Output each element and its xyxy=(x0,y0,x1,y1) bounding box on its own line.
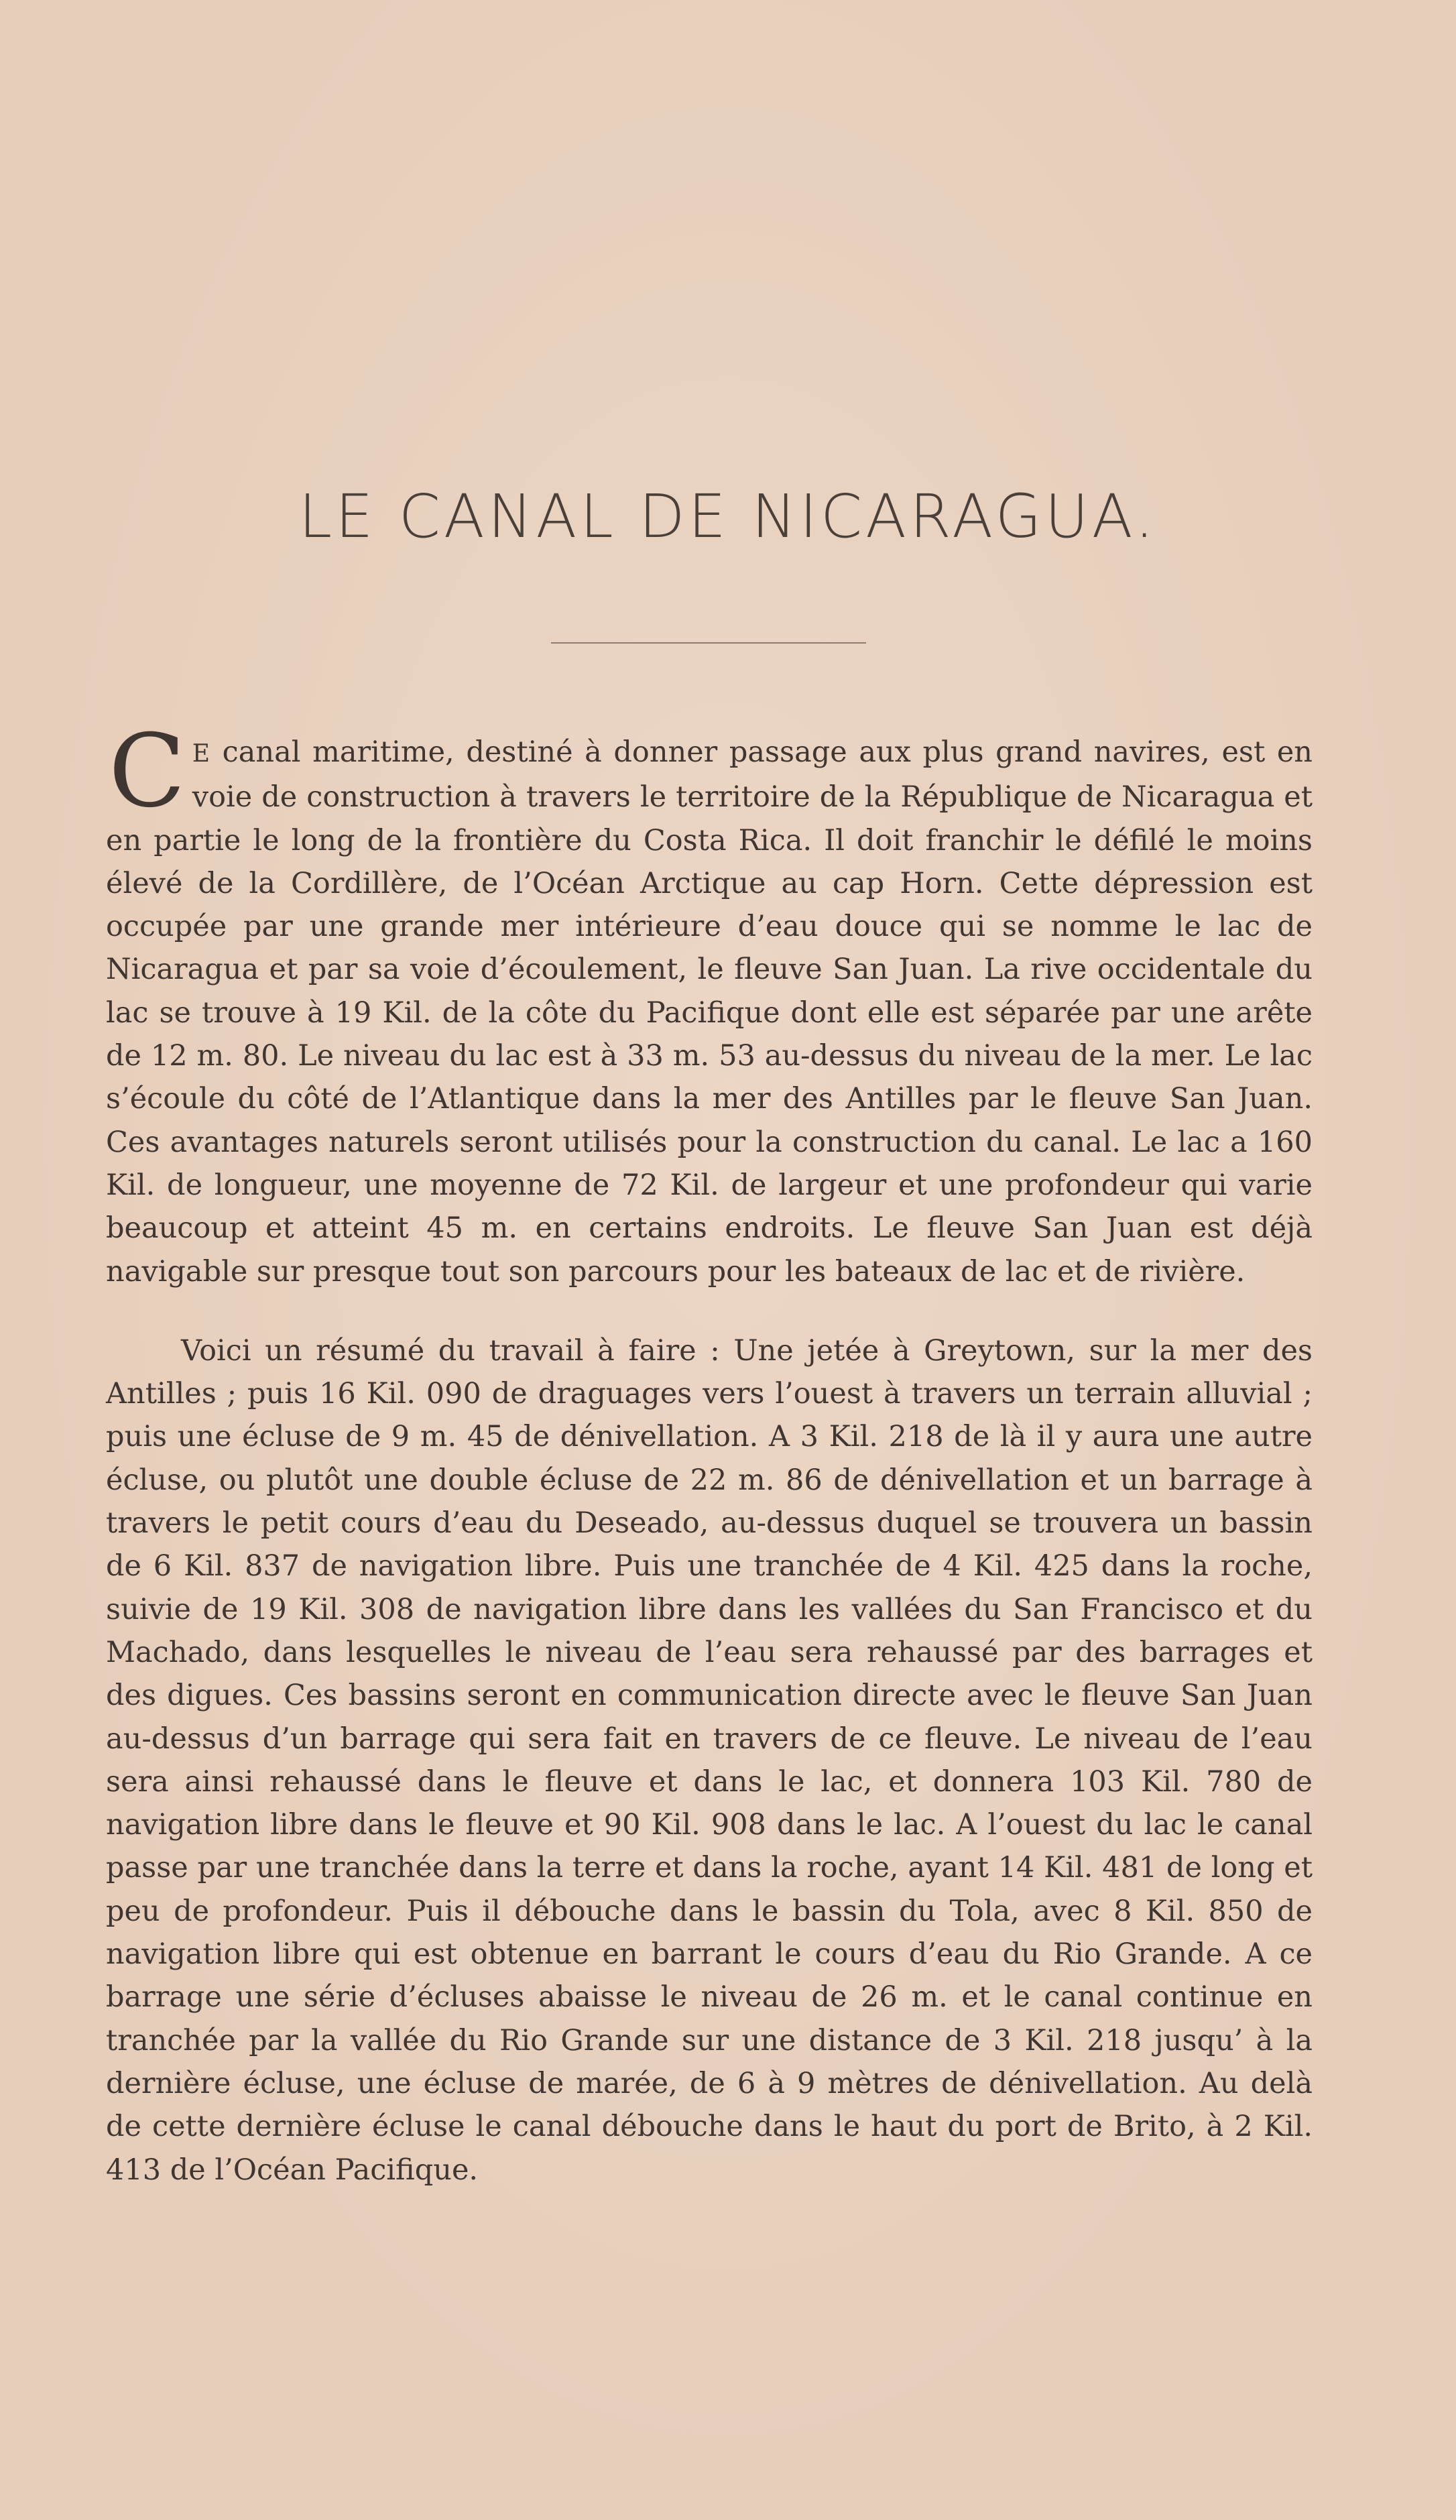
page-title: LE CANAL DE NICARAGUA. xyxy=(298,481,1158,551)
drop-cap: C xyxy=(109,713,186,830)
paragraph-1-text: canal maritime, destiné à donner passage aux plus grand navires, est en voie de construction à travers le territoire de la République de Nicaragua et en partie le long de la frontière du Costa Rica. Il doit franchir le défilé le moins élevé de la Cordillère, de l’Océan Arctique au cap Horn. Cette dépression est occupée par une grande mer intérieure d’eau douce qui se nomme le lac de Nicaragua et par sa voie d’écoulement, le fleuve San Juan. La rive occidentale du lac se trouve à 19 Kil. de la côte du Pacifique dont elle est séparée par une arête de 12 m. 80. Le niveau du lac est à 33 m. 53 au-dessus du niveau de la mer. Le lac s’écoule du côté de l’Atlantique dans la mer des Antilles par le fleuve San Juan. Ces avantages naturels seront utilisés pour la construction du canal. Le lac a 160 Kil. de longueur, une moyenne de 72 Kil. de largeur et une profondeur qui varie beaucoup et atteint 45 m. en certains endroits. Le fleuve San Juan est déjà navigable sur presque tout son parcours pour les bateaux de lac et de rivière. xyxy=(106,735,1313,1288)
paragraph-2: Voici un résumé du travail à faire : Une jetée à Greytown, sur la mer des Antilles ; puis 16 Kil. 090 de draguages vers l’ouest à travers un terrain alluvial ; puis une écluse de 9 m. 45 de dénivellation. A 3 Kil. 218 de là il y aura une autre écluse, ou plutôt une double écluse de 22 m. 86 de dénivellation et un barrage à travers le petit cours d’eau du Deseado, au-dessus duquel se trouvera un bassin de 6 Kil. 837 de navigation libre. Puis une tranchée de 4 Kil. 425 dans la roche, suivie de 19 Kil. 308 de navigation libre dans les vallées du San Francisco et du Machado, dans lesquelles le niveau de l’eau sera rehaussé par des barrages et des digues. Ces bassins seront en communication directe avec le fleuve San Juan au-dessus d’un barrage qui sera fait en travers de ce fleuve. Le niveau de l’eau sera ainsi rehaussé dans le fleuve et dans le lac, et donnera 103 Kil. 780 de navigation libre dans le fleuve et 90 Kil. 908 dans le lac. A l’ouest du lac le canal passe par une tranchée dans la terre et dans la roche, ayant 14 Kil. 481 de long et peu de profondeur. Puis il débouche dans le bassin du Tola, avec 8 Kil. 850 de navigation libre qui est obtenue en barrant le cours d’eau du Rio Grande. A ce barrage une série d’écluses abaisse le niveau de 26 m. et le canal continue en tranchée par la vallée du Rio Grande sur une distance de 3 Kil. 218 jusqu’ à la dernière écluse, une écluse de marée, de 6 à 9 mètres de dénivellation. Au delà de cette dernière écluse le canal débouche dans le haut du port de Brito, à 2 Kil. 413 de l’Océan Pacifique. xyxy=(106,1333,1313,2187)
title-divider xyxy=(551,642,866,644)
first-word-rest: E xyxy=(192,740,211,768)
paragraph-1 xyxy=(106,713,1313,1293)
article-body xyxy=(106,713,1313,2192)
